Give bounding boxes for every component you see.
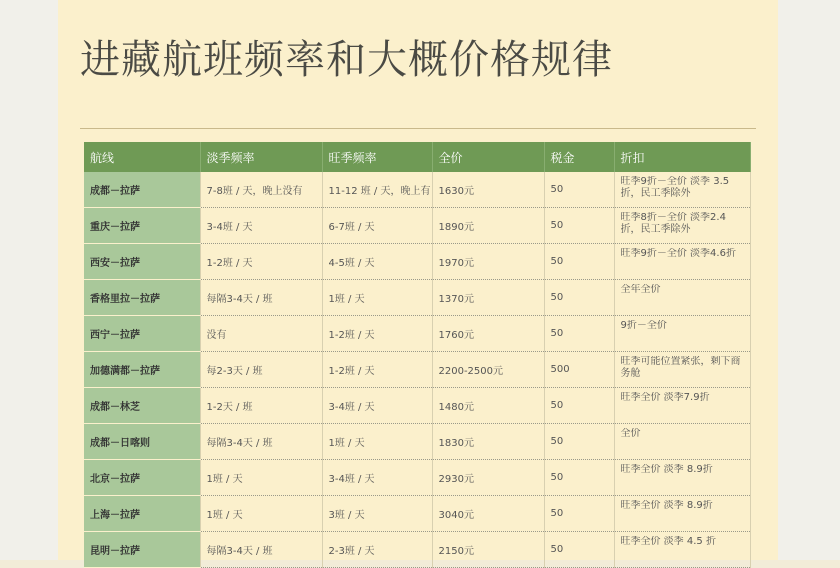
route-cell: 成都－拉萨 <box>84 172 200 208</box>
route-cell: 香格里拉－拉萨 <box>84 280 200 316</box>
header-low-season: 淡季频率 <box>200 142 322 172</box>
route-cell: 昆明－拉萨 <box>84 532 200 568</box>
high-season-cell: 1班 / 天 <box>322 424 432 460</box>
table-row <box>84 316 750 352</box>
price-cell: 1830元 <box>432 424 544 460</box>
discount-cell <box>614 280 750 316</box>
high-season-cell: 2-3班 / 天 <box>322 532 432 568</box>
route-cell: 西安－拉萨 <box>84 244 200 280</box>
low-season-cell: 1-2天 / 班 <box>200 388 322 424</box>
table-row <box>84 172 750 208</box>
route-cell: 成都－林芝 <box>84 388 200 424</box>
table-row <box>84 388 750 424</box>
low-season-cell: 1-2班 / 天 <box>200 244 322 280</box>
route-cell: 重庆－拉萨 <box>84 208 200 244</box>
table-row <box>84 424 750 460</box>
tax-cell: 500 <box>544 352 614 388</box>
tax-cell: 50 <box>544 388 614 424</box>
discount-cell <box>614 316 750 352</box>
tax-cell: 50 <box>544 496 614 532</box>
price-cell: 1890元 <box>432 208 544 244</box>
table-row <box>84 280 750 316</box>
low-season-cell: 每隔3-4天 / 班 <box>200 280 322 316</box>
discount-cell <box>614 352 750 388</box>
table-row <box>84 460 750 496</box>
high-season-cell: 4-5班 / 天 <box>322 244 432 280</box>
tax-cell: 50 <box>544 424 614 460</box>
discount-text: 旺季9折－全价 淡季4.6折 <box>620 248 736 259</box>
tax-cell: 50 <box>544 460 614 496</box>
low-season-cell: 1班 / 天 <box>200 460 322 496</box>
high-season-cell: 11-12 班 / 天，晚上有 <box>322 172 432 208</box>
flight-table <box>84 142 751 568</box>
discount-cell <box>614 388 750 424</box>
discount-cell <box>614 244 750 280</box>
discount-cell <box>614 424 750 460</box>
high-season-cell: 1-2班 / 天 <box>322 316 432 352</box>
price-cell: 1370元 <box>432 280 544 316</box>
header-high-season: 旺季频率 <box>322 142 432 172</box>
low-season-cell: 每隔3-4天 / 班 <box>200 532 322 568</box>
price-cell: 3040元 <box>432 496 544 532</box>
table-row <box>84 496 750 532</box>
page-title: 进藏航班频率和大概价格规律 <box>80 37 613 83</box>
header-discount: 折扣 <box>614 142 750 172</box>
price-cell: 2200-2500元 <box>432 352 544 388</box>
header-route: 航线 <box>84 142 200 172</box>
table-row <box>84 208 750 244</box>
price-cell: 2930元 <box>432 460 544 496</box>
low-season-cell: 没有 <box>200 316 322 352</box>
discount-cell <box>614 532 750 568</box>
tax-cell: 50 <box>544 208 614 244</box>
route-cell: 上海－拉萨 <box>84 496 200 532</box>
discount-text: 旺季全价 淡季 8.9折 <box>620 464 713 475</box>
discount-cell <box>614 460 750 496</box>
table-row <box>84 244 750 280</box>
left-margin <box>0 0 58 560</box>
slide <box>58 0 778 560</box>
table-header-row <box>84 142 750 172</box>
tax-cell: 50 <box>544 172 614 208</box>
discount-text: 旺季全价 淡季 4.5 折 <box>620 536 716 547</box>
route-cell: 西宁－拉萨 <box>84 316 200 352</box>
tax-cell: 50 <box>544 316 614 352</box>
price-cell: 1630元 <box>432 172 544 208</box>
table-row <box>84 532 750 568</box>
header-full-price: 全价 <box>432 142 544 172</box>
title-divider <box>80 128 756 129</box>
high-season-cell: 3-4班 / 天 <box>322 460 432 496</box>
high-season-cell: 6-7班 / 天 <box>322 208 432 244</box>
discount-text: 旺季可能位置紧张，剩下商务舱 <box>620 356 741 379</box>
low-season-cell: 3-4班 / 天 <box>200 208 322 244</box>
discount-cell <box>614 208 750 244</box>
low-season-cell: 7-8班 / 天，晚上没有 <box>200 172 322 208</box>
price-cell: 1970元 <box>432 244 544 280</box>
header-tax: 税金 <box>544 142 614 172</box>
discount-cell <box>614 496 750 532</box>
tax-cell: 50 <box>544 532 614 568</box>
tax-cell: 50 <box>544 244 614 280</box>
discount-text: 旺季9折－全价 淡季 3.5折，民工季除外 <box>620 176 730 199</box>
discount-text: 全价 <box>620 428 641 439</box>
route-cell: 成都－日喀则 <box>84 424 200 460</box>
route-cell: 加德满都－拉萨 <box>84 352 200 388</box>
discount-text: 全年全价 <box>620 284 661 295</box>
discount-cell <box>614 172 750 208</box>
high-season-cell: 3班 / 天 <box>322 496 432 532</box>
table-row <box>84 352 750 388</box>
low-season-cell: 每隔3-4天 / 班 <box>200 424 322 460</box>
price-cell: 1480元 <box>432 388 544 424</box>
high-season-cell: 1班 / 天 <box>322 280 432 316</box>
price-cell: 2150元 <box>432 532 544 568</box>
discount-text: 9折－全价 <box>620 320 667 331</box>
high-season-cell: 3-4班 / 天 <box>322 388 432 424</box>
discount-text: 旺季全价 淡季7.9折 <box>620 392 710 403</box>
discount-text: 旺季8折－全价 淡季2.4折，民工季除外 <box>620 212 726 235</box>
route-cell: 北京－拉萨 <box>84 460 200 496</box>
right-margin <box>778 0 840 560</box>
tax-cell: 50 <box>544 280 614 316</box>
price-cell: 1760元 <box>432 316 544 352</box>
high-season-cell: 1-2班 / 天 <box>322 352 432 388</box>
low-season-cell: 1班 / 天 <box>200 496 322 532</box>
discount-text: 旺季全价 淡季 8.9折 <box>620 500 713 511</box>
low-season-cell: 每2-3天 / 班 <box>200 352 322 388</box>
